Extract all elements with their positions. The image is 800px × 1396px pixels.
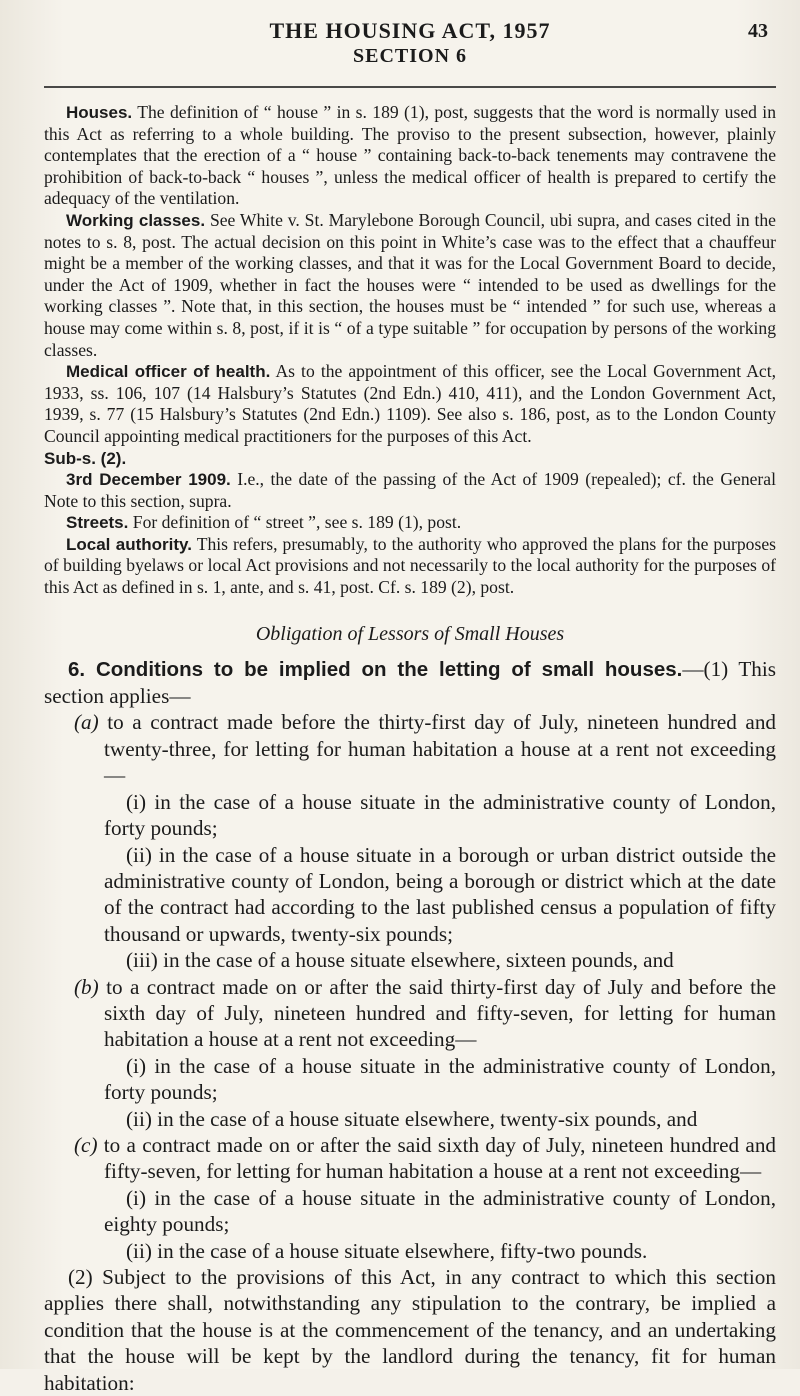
section-6-text (44, 656, 776, 1396)
paragraph-a (44, 709, 776, 788)
note-text: As to the appointment of this officer, see the Local Government Act, 1933, ss. 106, 107 (14 Halsbury’s Statutes (2nd Edn.) 410, 411), and the London Government Act, 1939, s. 77 (15 Halsbury’s Statutes (2nd Edn.) 1109). See also s. 186, post, as to the London County Council appointing medical practitioners for the purposes of this Act. (44, 361, 776, 446)
paragraph-text: to a contract made on or after the said sixth day of July, nineteen hundred and fifty-seven, for letting for human habitation a house at a rent not exceeding— (103, 1132, 777, 1184)
commentary-notes (44, 102, 776, 599)
note-term: Working classes. (66, 210, 206, 230)
subsection-2: (2) Subject to the provisions of this Act, in any contract to which this section applies there shall, notwithstanding any stipulation to the contrary, be implied a condition that the house is at the commencement of the tenancy, and an undertaking that the house will be kept by the landlord during the tenancy, fit for human habitation: (44, 1265, 776, 1395)
note-term: Houses. (66, 103, 133, 122)
paragraph-label: (c) (74, 1132, 98, 1157)
page-header (44, 18, 776, 68)
clause-a-ii: (ii) in the case of a house situate in a borough or urban district outside the administrative county of London, being a borough or district which at the date of the contract had according to the last published census a population of fifty thousand or upwards, twenty-six pounds; (104, 842, 776, 946)
paragraph-text: to a contract made before the thirty-first day of July, nineteen hundred and twenty-three, for letting for human habitation a house at a rent not exceeding— (104, 710, 777, 788)
paragraph-b (44, 974, 776, 1053)
note-term: Local authority. (66, 534, 192, 554)
paragraph-c (44, 1132, 776, 1185)
clause-a-i: (i) in the case of a house situate in the administrative county of London, forty pounds; (104, 789, 776, 841)
note-subsection-2 (44, 448, 776, 470)
page-number: 43 (748, 20, 768, 42)
note-text: I.e., the date of the passing of the Act of 1909 (repealed); cf. the General Note to this section, supra. (44, 469, 776, 511)
clause-a-iii: (iii) in the case of a house situate elsewhere, sixteen pounds, and (126, 948, 674, 973)
note-text: The definition of “ house ” in s. 189 (1), post, suggests that the word is normally used in this Act as referring to a whole building. The proviso to the present subsection, however, plainly contemplates that the erection of a “ house ” containing back-to-back tenements may contravene the prohibition of back-to-back “ houses ”, unless the medical officer of health is prepared to certify the adequacy of the ventilation. (44, 102, 776, 209)
note-term: Streets. (66, 513, 129, 533)
paragraph-label: (b) (74, 974, 99, 999)
section-title: 6. Conditions to be implied on the letting of small houses. (68, 657, 683, 681)
clause-c-ii: (ii) in the case of a house situate elsewhere, fifty-two pounds. (126, 1238, 648, 1263)
header-rule (44, 86, 776, 88)
clause-b-ii: (ii) in the case of a house situate elsewhere, twenty-six pounds, and (126, 1106, 698, 1131)
note-local-authority (44, 534, 776, 599)
subsection-1-intro: —(1) This section applies— (44, 656, 776, 709)
note-text: For definition of “ street ”, see s. 189 (1), post. (132, 512, 462, 533)
note-streets (44, 512, 776, 534)
note-term: Medical officer of health. (66, 362, 271, 382)
note-medical-officer (44, 361, 776, 447)
section-label: SECTION 6 (352, 45, 468, 67)
note-text: This refers, presumably, to the authority who approved the plans for the purposes of building byelaws or local Act provisions and not necessarily to the local authority for the purposes of this Act as defined in s. 1, ante, and s. 41, post. Cf. s. 189 (2), post. (44, 533, 776, 598)
paragraph-text: to a contract made on or after the said thirty-first day of July and before the sixth day of July, nineteen hundred and fifty-seven, for letting for human habitation a house at a rent not exceeding— (104, 974, 776, 1052)
clause-b-i: (i) in the case of a house situate in the administrative county of London, forty pounds; (104, 1053, 776, 1105)
note-text: See White v. St. Marylebone Borough Council, ubi supra, and cases cited in the notes to s. 8, post. The actual decision on this point in White’s case was to the effect that a chauffeur might be a member of the working classes, and that it was for the Local Government Board to decide, under the Act of 1909, whether in fact the houses were “ intended to be used as dwellings for the working classes ”. Note that, in this section, the houses must be “ intended ” for such use, whereas a house may come within s. 8, post, if it is “ of a type suitable ” for occupation by persons of the working classes. (44, 209, 776, 360)
running-title: THE HOUSING ACT, 1957 (269, 18, 551, 43)
section-heading (44, 656, 776, 710)
note-working-classes (44, 210, 776, 361)
paragraph-label: (a) (74, 710, 99, 735)
note-date (44, 469, 776, 512)
note-term: 3rd December 1909. (66, 470, 231, 490)
clause-c-i: (i) in the case of a house situate in the administrative county of London, eighty pounds; (104, 1185, 776, 1237)
part-subheading: Obligation of Lessors of Small Houses (255, 622, 565, 645)
note-houses (44, 102, 776, 210)
note-term: Sub-s. (2). (44, 448, 127, 468)
